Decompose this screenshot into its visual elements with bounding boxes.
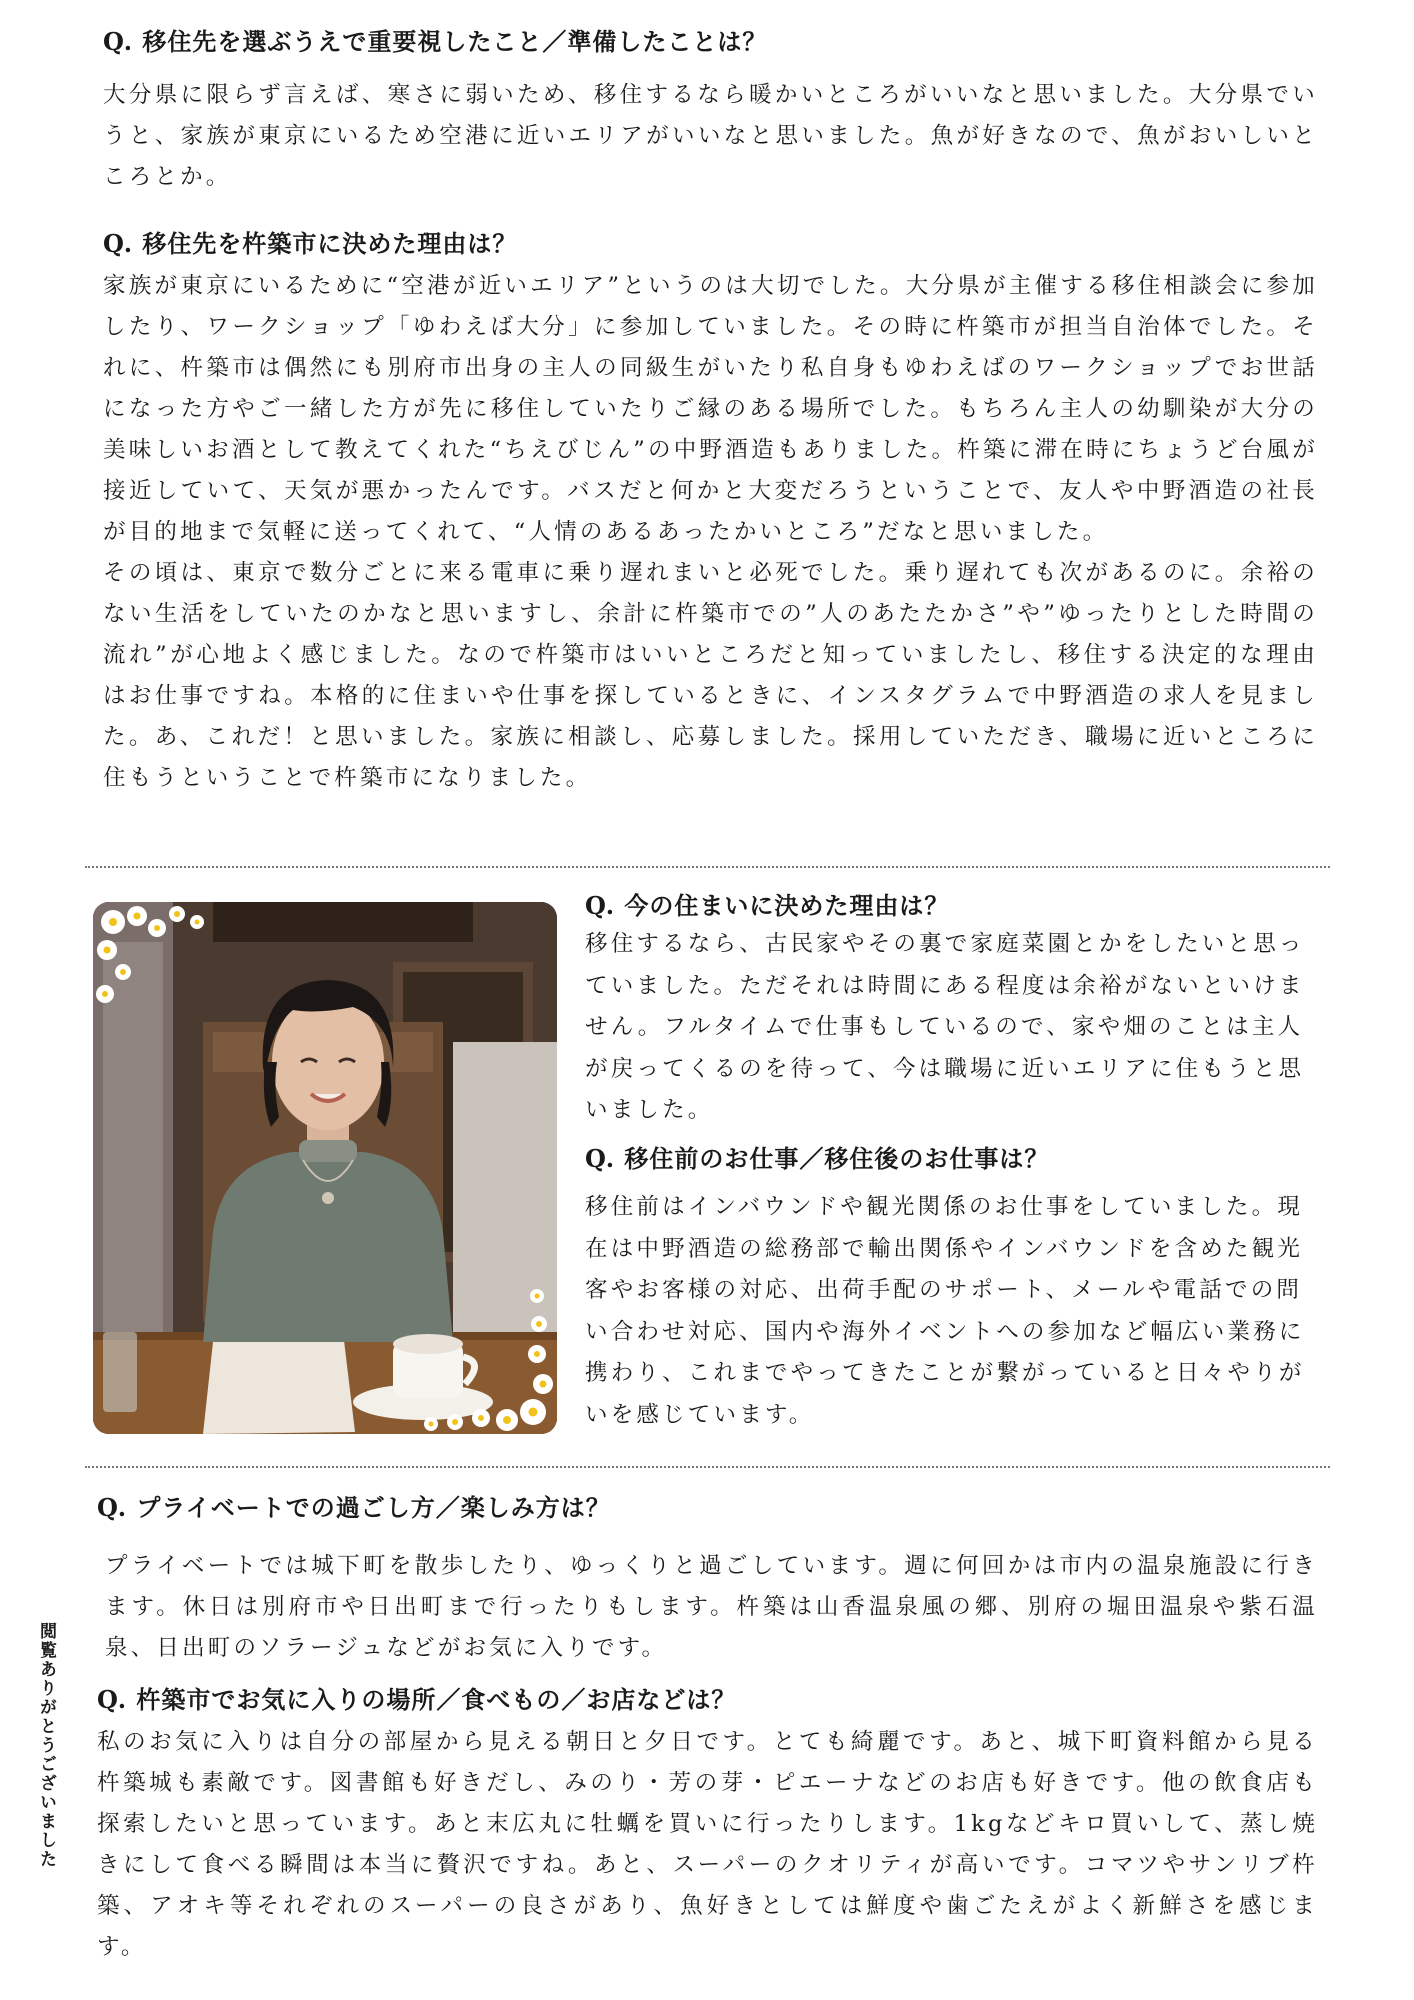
dotted-divider	[85, 1466, 1330, 1468]
question-heading: Q. 杵築市でお気に入りの場所／食べもの／お店などは？	[97, 1685, 737, 1714]
answer-paragraph-1: 家族が東京にいるために“空港が近いエリア”というのは大切でした。大分県が主催する移住相談会に参加したり、ワークショップ「ゆわえば大分」に参加していました。その時に杵築市が担当自治体でした。それに、杵築市は偶然にも別府市出身の主人の同級生がいたり私自身もゆわえばのワークショップでお世話になった方やご一緒した方が先に移住していたりご縁のある場所でした。もちろん主人の幼馴染が大分の美味しいお酒として教えてくれた“ちえびじん”の中野酒造もありました。杵築に滞在時にちょうど台風が接近していて、天気が悪かったんです。バスだと何かと大変だろうということで、友人や中野酒造の社長が目的地まで気軽に送ってくれて、“人情のあるあったかいところ”だなと思いました。	[103, 273, 1318, 545]
question-heading: Q. 移住先を選ぶうえで重要視したこと／準備したことは？	[103, 27, 768, 56]
answer-text: プライベートでは城下町を散歩したり、ゆっくりと過ごしています。週に何回かは市内の温泉施設に行きます。休日は別府市や日出町まで行ったりもします。杵築は山香温泉風の郷、別府の堀田温泉や紫石温泉、日出町のソラージュなどがお気に入りです。	[105, 1553, 1318, 1661]
dotted-divider	[85, 866, 1330, 868]
answer-text: 移住前はインバウンドや観光関係のお仕事をしていました。現在は中野酒造の総務部で輸出関係やインバウンドを含めた観光客やお客様の対応、出荷手配のサポート、メールや電話での問い合わせ対応、国内や海外イベントへの参加など幅広い業務に携わり、これまでやってきたことが繋がっていると日々やりがいを感じています。	[585, 1194, 1305, 1428]
question-heading: Q. 移住先を杵築市に決めた理由は？	[103, 229, 518, 258]
question-heading: Q. プライベートでの過ごし方／楽しみ方は？	[97, 1493, 611, 1522]
qa-section-criteria	[103, 26, 1318, 198]
qa-section-work	[585, 1143, 1318, 1436]
answer-text: 私のお気に入りは自分の部屋から見える朝日と夕日です。とても綺麗です。あと、城下町資料館から見る杵築城も素敵です。図書館も好きだし、みのり・芳の芽・ピエーナなどのお店も好きです。他の飲食店も探索したいと思っています。あと末広丸に牡蠣を買いに行ったりします。1kgなどキロ買いして、蒸し焼きにして食べる瞬間は本当に贅沢ですね。あと、スーパーのクオリティが高いです。コマツやサンリブ杵築、アオキ等それぞれのスーパーの良さがあり、魚好きとしては鮮度や歯ごたえがよく新鮮さを感じます。	[97, 1729, 1318, 1960]
answer-text: 移住するなら、古民家やその裏で家庭菜園とかをしたいと思っていました。ただそれは時間にある程度は余裕がないといけません。フルタイムで仕事もしているので、家や畑のことは主人が戻ってくるのを待って、今は職場に近いエリアに住もうと思いました。	[585, 931, 1305, 1123]
thank-you-note: 閲覧ありがとうございました	[36, 1622, 56, 1869]
question-heading: Q. 今の住まいに決めた理由は？	[585, 891, 950, 920]
portrait-photo-icon	[93, 902, 557, 1434]
answer-paragraph-2: その頃は、東京で数分ごとに来る電車に乗り遅れまいと必死でした。乗り遅れても次があるのに。余裕のない生活をしていたのかなと思いますし、余計に杵築市での”人のあたたかさ”や”ゆったりとした時間の流れ”が心地よく感じました。なので杵築市はいいところだと知っていましたし、移住する決定的な理由はお仕事ですね。本格的に住まいや仕事を探しているときに、インスタグラムで中野酒造の求人を見ました。あ、これだ！と思いました。家族に相談し、応募しました。採用していただき、職場に近いところに住もうということで杵築市になりました。	[103, 560, 1318, 791]
question-heading: Q. 移住前のお仕事／移住後のお仕事は？	[585, 1144, 1050, 1173]
answer-text: 大分県に限らず言えば、寒さに弱いため、移住するなら暖かいところがいいなと思いました。大分県でいうと、家族が東京にいるため空港に近いエリアがいいなと思いました。魚が好きなので、魚がおいしいところとか。	[103, 82, 1318, 190]
qa-section-why-kitsuki	[103, 228, 1318, 799]
qa-section-residence	[585, 890, 1318, 1132]
qa-section-private-time	[97, 1492, 1318, 1669]
qa-section-favorites	[97, 1684, 1318, 1968]
portrait-photo	[93, 902, 557, 1434]
